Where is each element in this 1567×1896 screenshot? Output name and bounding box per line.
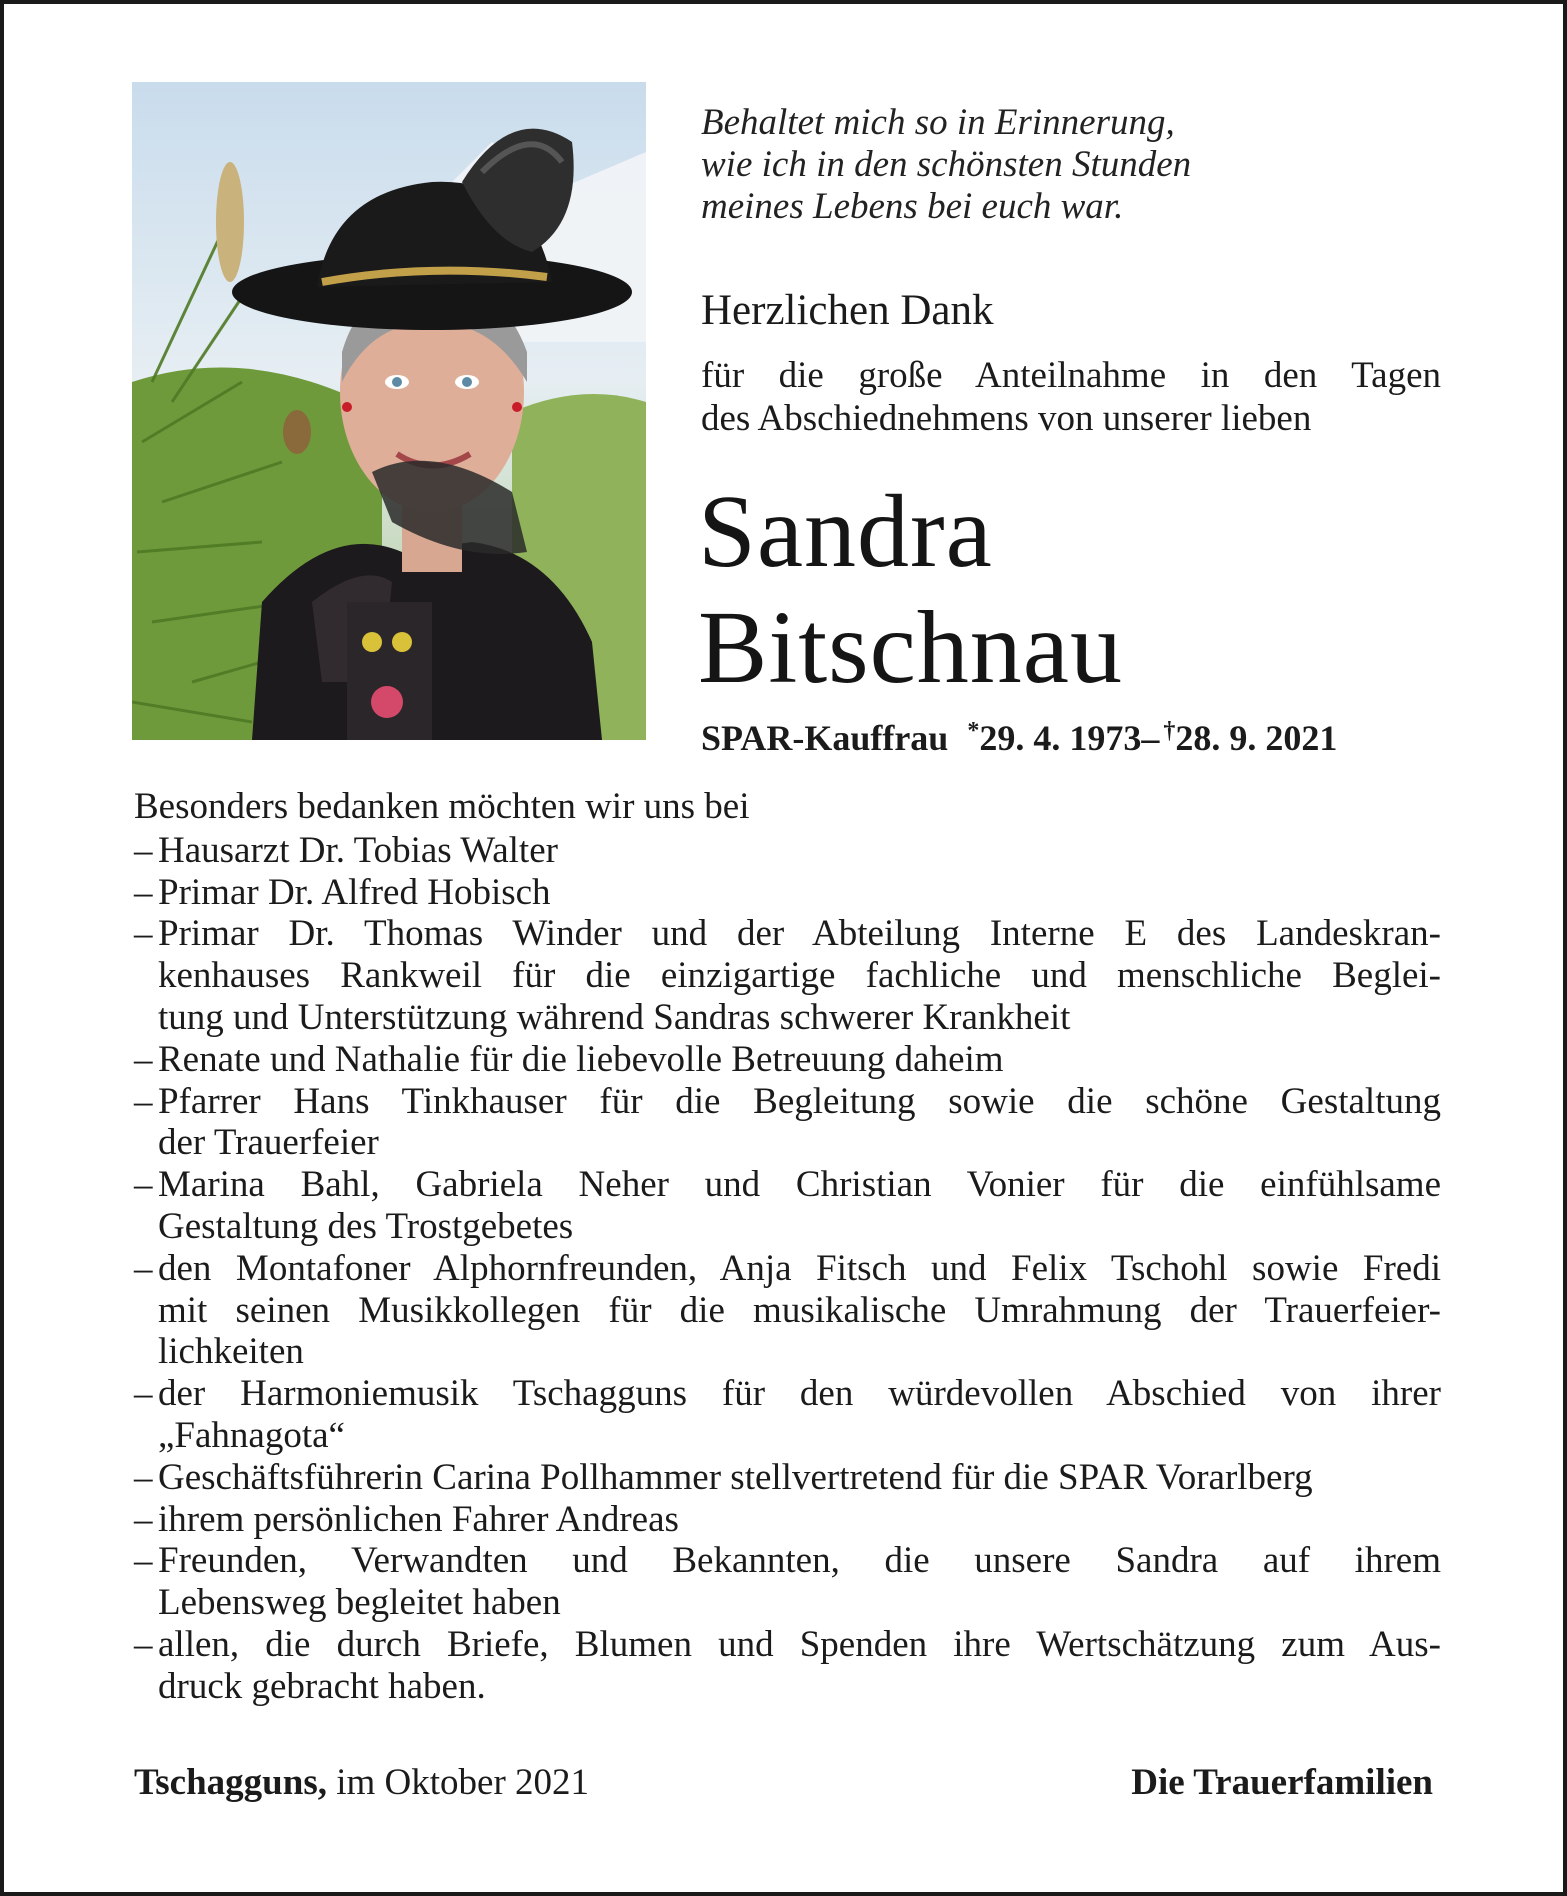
date: im Oktober 2021 bbox=[336, 1762, 590, 1803]
acknowledgement-line: druck gebracht haben. bbox=[158, 1665, 486, 1707]
acknowledgement-item bbox=[134, 1540, 1441, 1624]
birth-symbol: * bbox=[967, 718, 980, 744]
acknowledgement-item bbox=[134, 1081, 1441, 1165]
acknowledgement-line: – der Harmoniemusik Tschagguns für den würdevollen Abschied von ihrer bbox=[158, 1373, 1441, 1415]
portrait-illustration bbox=[132, 82, 646, 740]
date-separator: – bbox=[1141, 718, 1160, 758]
acknowledgement-line: Lebensweg begleitet haben bbox=[158, 1582, 561, 1624]
acknowledgements-list bbox=[134, 830, 1441, 1708]
acknowledgement-line: mit seinen Musikkollegen für die musikalische Umrahmung der Trauerfeier- bbox=[158, 1289, 1441, 1331]
acknowledgement-line: tung und Unterstützung während Sandras schwerer Krankheit bbox=[158, 996, 1071, 1038]
place-and-date bbox=[134, 1761, 589, 1805]
acknowledgement-line: – allen, die durch Briefe, Blumen und Spenden ihre Wertschätzung zum Aus- bbox=[158, 1623, 1441, 1665]
deceased-name bbox=[698, 474, 1123, 706]
acknowledgements bbox=[134, 786, 1441, 1708]
death-date: 28. 9. 2021 bbox=[1175, 718, 1338, 758]
death-symbol: † bbox=[1163, 718, 1176, 744]
acknowledgement-item bbox=[134, 872, 1441, 914]
acknowledgement-item bbox=[134, 913, 1441, 1038]
acknowledgement-line: „Fahnagota“ bbox=[158, 1414, 345, 1456]
acknowledgement-line: – Renate und Nathalie für die liebevolle Betreuung daheim bbox=[158, 1038, 1004, 1080]
acknowledgement-item bbox=[134, 1373, 1441, 1457]
acknowledgement-line: – Hausarzt Dr. Tobias Walter bbox=[158, 829, 558, 871]
acknowledgement-line: – Freunden, Verwandten und Bekannten, die unsere Sandra auf ihrem bbox=[158, 1540, 1441, 1582]
thanks-text bbox=[701, 354, 1441, 440]
thanks-heading: Herzlichen Dank bbox=[701, 287, 994, 334]
place: Tschagguns, bbox=[134, 1762, 327, 1803]
acknowledgement-line: – den Montafoner Alphornfreunden, Anja Fitsch und Felix Tschohl sowie Fredi bbox=[158, 1247, 1441, 1289]
acknowledgement-line: – Pfarrer Hans Tinkhauser für die Begleitung sowie die schöne Gestaltung bbox=[158, 1080, 1441, 1122]
acknowledgement-line: der Trauerfeier bbox=[158, 1122, 379, 1164]
acknowledgement-line: lichkeiten bbox=[158, 1331, 304, 1373]
quote-line: Behaltet mich so in Erinnerung, bbox=[701, 102, 1175, 143]
last-name: Bitschnau bbox=[698, 590, 1123, 705]
acknowledgement-line: – Geschäftsführerin Carina Pollhammer stellvertretend für die SPAR Vorarlberg bbox=[158, 1456, 1313, 1498]
acknowledgement-item bbox=[134, 1499, 1441, 1541]
acknowledgement-line: kenhauses Rankweil für die einzigartige fachliche und menschliche Beglei- bbox=[158, 955, 1441, 997]
acknowledgement-item bbox=[134, 1164, 1441, 1248]
acknowledgement-line: – Primar Dr. Thomas Winder und der Abteilung Interne E des Landeskran- bbox=[158, 913, 1441, 955]
signature: Die Trauerfamilien bbox=[1131, 1762, 1433, 1803]
life-dates bbox=[701, 709, 1337, 760]
acknowledgement-line: – ihrem persönlichen Fahrer Andreas bbox=[158, 1498, 679, 1540]
acknowledgement-line: Gestaltung des Trostgebetes bbox=[158, 1205, 574, 1247]
profession: SPAR-Kauffrau bbox=[701, 718, 949, 758]
acknowledgement-item bbox=[134, 830, 1441, 872]
portrait-photo bbox=[132, 82, 646, 740]
birth-date: 29. 4. 1973 bbox=[979, 718, 1142, 758]
acknowledgement-line: – Primar Dr. Alfred Hobisch bbox=[158, 871, 551, 913]
acknowledgement-item bbox=[134, 1039, 1441, 1081]
acknowledgement-line: – Marina Bahl, Gabriela Neher und Christian Vonier für die einfühlsame bbox=[158, 1164, 1441, 1206]
memorial-quote bbox=[701, 102, 1421, 228]
quote-line: wie ich in den schönsten Stunden bbox=[701, 144, 1192, 185]
first-name: Sandra bbox=[698, 474, 993, 589]
acknowledgement-item bbox=[134, 1624, 1441, 1708]
acknowledgement-item bbox=[134, 1248, 1441, 1373]
acknowledgement-item bbox=[134, 1457, 1441, 1499]
thanks-line: für die große Anteilnahme in den Tagen bbox=[701, 355, 1441, 396]
thanks-line: des Abschiednehmens von unserer lieben bbox=[701, 398, 1312, 439]
quote-line: meines Lebens bei euch war. bbox=[701, 186, 1124, 227]
acknowledgements-intro: Besonders bedanken möchten wir uns bei bbox=[134, 786, 750, 827]
